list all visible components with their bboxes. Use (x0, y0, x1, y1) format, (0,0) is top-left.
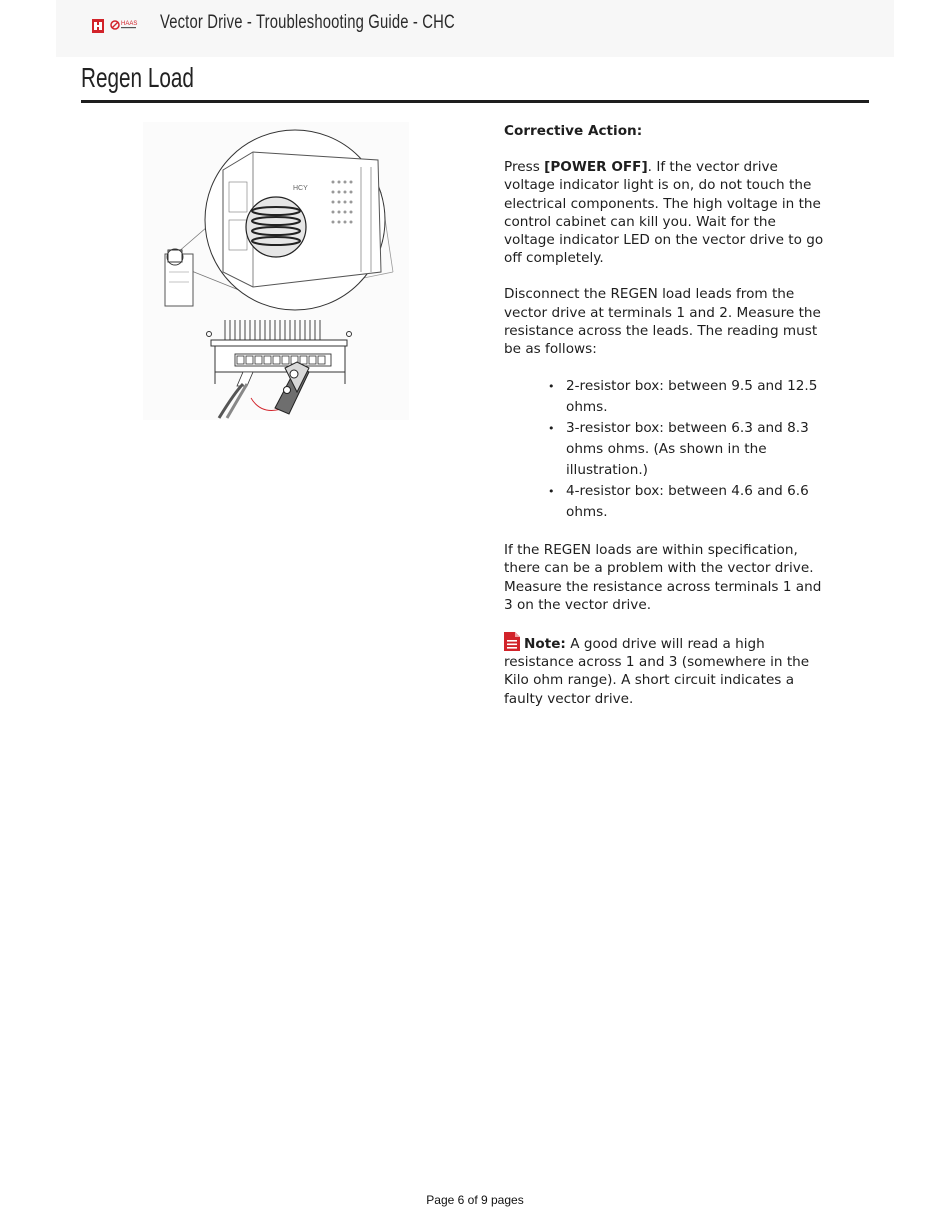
page-number: Page 6 of 9 pages (426, 1193, 524, 1207)
title-divider (81, 100, 869, 103)
corrective-action-text (504, 122, 826, 726)
disconnect-paragraph: Disconnect the REGEN load leads from the vector drive at terminals 1 and 2. Measure the resistance across the leads. The reading must be as follows: (504, 286, 821, 358)
document-title: Vector Drive - Troubleshooting Guide - CHC (160, 12, 455, 33)
haas-service-logo-icon (110, 18, 138, 32)
power-off-paragraph (504, 158, 826, 267)
power-off-key: [POWER OFF] (544, 159, 648, 176)
resistor-box-list (504, 376, 826, 523)
zoomed-drive-detail (223, 152, 381, 287)
power-off-warning: . If the vector drive voltage indicator light is on, do not touch the electrical components. The high voltage in the control cabinet can kill you. Wait for the voltage indicator LED on the vector drive to go off completely. (504, 159, 824, 267)
list-item: • 3-resistor box: between 6.3 and 8.3 ohms ohms. (As shown in the illustration.) (566, 418, 826, 481)
page-header (56, 0, 894, 57)
spec-paragraph: If the REGEN loads are within specification, there can be a problem with the vector drive. Measure the resistance across terminals 1 and 3 on the vector drive. (504, 542, 822, 613)
panel-label: HCY (293, 185, 308, 192)
list-item: • 2-resistor box: between 9.5 and 12.5 ohms. (566, 376, 826, 418)
corrective-action-heading: Corrective Action: (504, 123, 643, 139)
power-off-prefix: Press (504, 159, 545, 176)
vector-drive-illustration (143, 122, 409, 420)
section-title: Regen Load (81, 62, 194, 93)
note-paragraph (504, 632, 826, 708)
note-text: A good drive will read a high resistance across 1 and 3 (somewhere in the Kilo ohm range). A short circuit indicates a faulty vector drive. (504, 636, 810, 707)
document-note-icon (504, 632, 520, 651)
note-label: Note: (524, 636, 566, 653)
haas-logo-icon (92, 19, 104, 33)
list-item: • 4-resistor box: between 4.6 and 6.6 ohms. (566, 481, 826, 523)
logo-brand-text: HAAS (121, 21, 138, 27)
